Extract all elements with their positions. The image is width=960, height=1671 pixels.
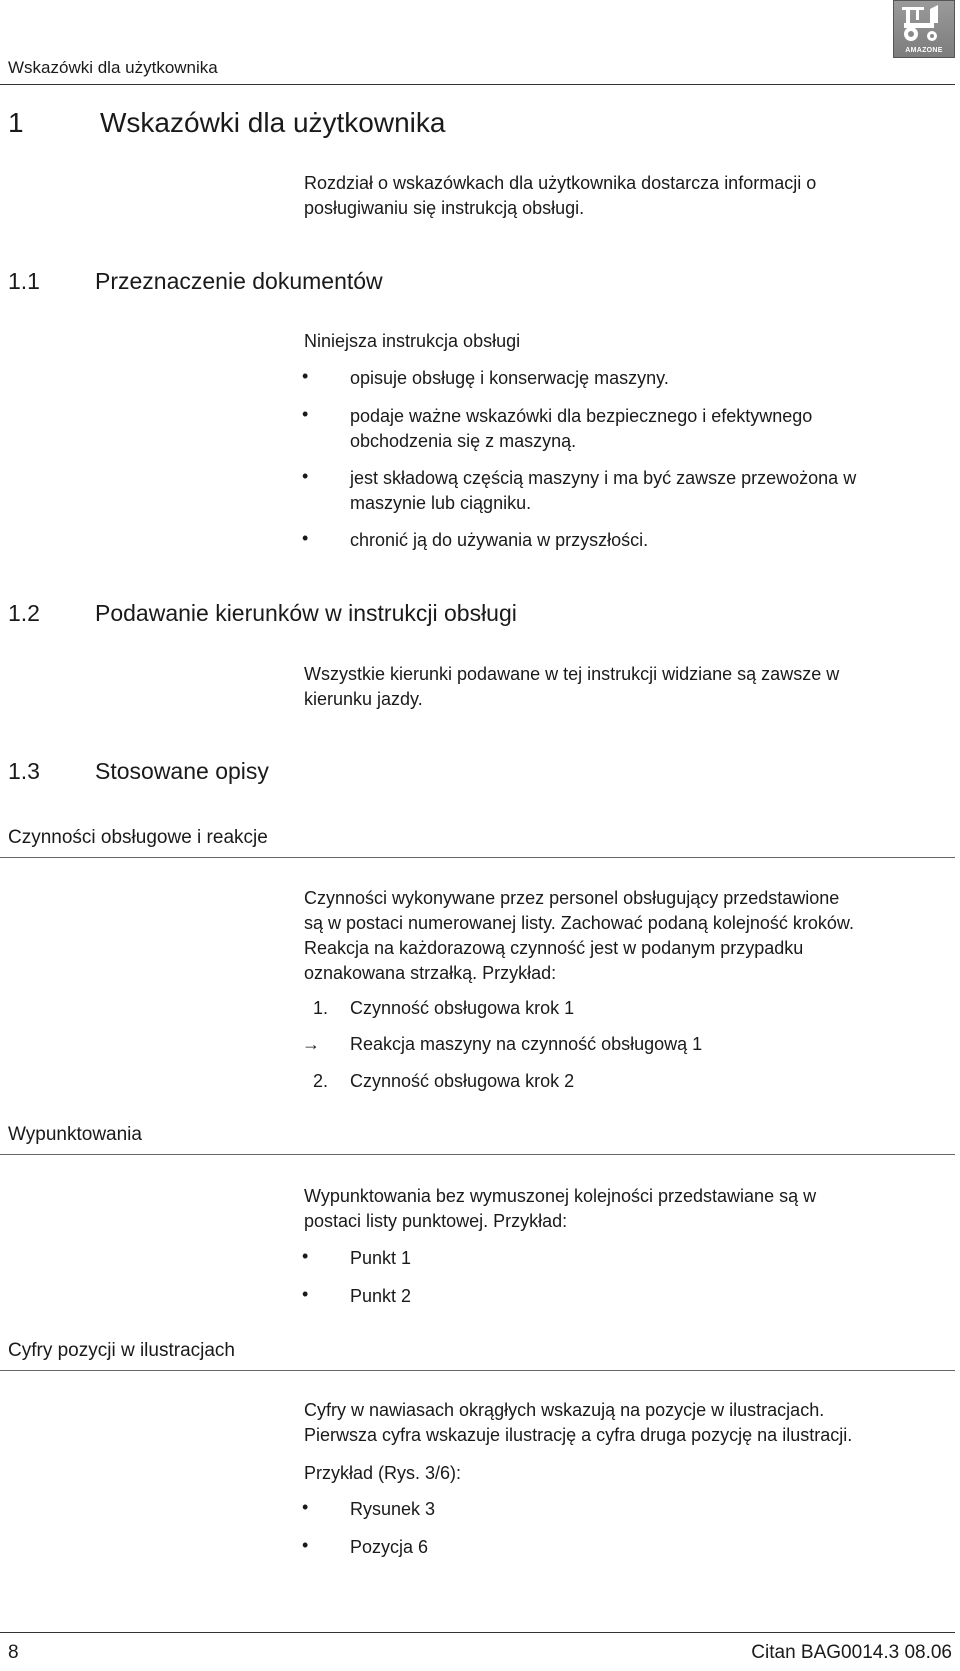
- subheading: Czynności obsługowe i reakcje: [8, 827, 268, 848]
- bullet-icon: •: [302, 466, 309, 486]
- list-item: Rysunek 3: [350, 1499, 436, 1519]
- document-reference: Citan BAG0014.3 08.06: [751, 1642, 952, 1663]
- step-text: Czynność obsługowa krok 2: [350, 1071, 575, 1091]
- running-header: Wskazówki dla użytkownika: [8, 58, 218, 77]
- section-title: Podawanie kierunków w instrukcji obsługi: [95, 600, 517, 626]
- section-lead: Niniejsza instrukcja obsługi: [304, 331, 521, 351]
- list-item: opisuje obsługę i konserwację maszyny.: [350, 368, 669, 388]
- paragraph-line: oznakowana strzałką. Przykład:: [304, 963, 557, 983]
- paragraph-line: postaci listy punktowej. Przykład:: [304, 1211, 568, 1231]
- tractor-icon: [894, 1, 954, 47]
- paragraph-line: Reakcja na każdorazową czynność jest w podanym przypadku: [304, 938, 804, 958]
- chapter-title: Wskazówki dla użytkownika: [100, 107, 446, 138]
- arrow-right-icon: →: [302, 1034, 320, 1054]
- chapter-intro-line: Rozdział o wskazówkach dla użytkownika dostarcza informacji o: [304, 173, 817, 193]
- list-item: Punkt 1: [350, 1248, 412, 1268]
- amazone-logo: [893, 0, 955, 58]
- section-number: 1.1: [8, 268, 40, 294]
- example-label: Przykład (Rys. 3/6):: [304, 1463, 462, 1483]
- chapter-number: 1: [8, 107, 24, 138]
- paragraph-line: kierunku jazdy.: [304, 689, 423, 709]
- subheading: Cyfry pozycji w ilustracjach: [8, 1340, 235, 1361]
- list-item-continuation: maszynie lub ciągniku.: [350, 493, 532, 513]
- paragraph-line: Wypunktowania bez wymuszonej kolejności przedstawiane są w: [304, 1186, 817, 1206]
- bullet-icon: •: [302, 1246, 309, 1266]
- subheading-rule: [0, 1154, 955, 1155]
- paragraph-line: Cyfry w nawiasach okrągłych wskazują na pozycje w ilustracjach.: [304, 1400, 825, 1420]
- step-text: Czynność obsługowa krok 1: [350, 998, 575, 1018]
- subheading-rule: [0, 857, 955, 858]
- list-item: podaje ważne wskazówki dla bezpiecznego i efektywnego: [350, 406, 813, 426]
- bullet-icon: •: [302, 366, 309, 386]
- bullet-icon: •: [302, 1497, 309, 1517]
- paragraph-line: Czynności wykonywane przez personel obsługujący przedstawione: [304, 888, 840, 908]
- page-number: 8: [8, 1642, 19, 1663]
- list-item: jest składową częścią maszyny i ma być zawsze przewożona w: [350, 468, 857, 488]
- reaction-text: Reakcja maszyny na czynność obsługową 1: [350, 1034, 703, 1054]
- list-item: Pozycja 6: [350, 1537, 429, 1557]
- bullet-icon: •: [302, 1284, 309, 1304]
- footer-rule: [0, 1632, 955, 1633]
- section-number: 1.3: [8, 758, 40, 784]
- paragraph-line: są w postaci numerowanej listy. Zachować podaną kolejność kroków.: [304, 913, 854, 933]
- step-number: 1.: [313, 998, 329, 1018]
- section-title: Przeznaczenie dokumentów: [95, 268, 383, 294]
- bullet-icon: •: [302, 404, 309, 424]
- section-number: 1.2: [8, 600, 40, 626]
- chapter-intro-line: posługiwaniu się instrukcją obsługi.: [304, 198, 585, 218]
- logo-wordmark: AMAZONE: [905, 47, 943, 54]
- subheading-rule: [0, 1370, 955, 1371]
- bullet-icon: •: [302, 528, 309, 548]
- step-number: 2.: [313, 1071, 329, 1091]
- list-item-continuation: obchodzenia się z maszyną.: [350, 431, 577, 451]
- list-item: chronić ją do używania w przyszłości.: [350, 530, 649, 550]
- section-title: Stosowane opisy: [95, 758, 269, 784]
- paragraph-line: Pierwsza cyfra wskazuje ilustrację a cyfra druga pozycję na ilustracji.: [304, 1425, 853, 1445]
- header-rule: [0, 84, 955, 85]
- subheading: Wypunktowania: [8, 1124, 142, 1145]
- list-item: Punkt 2: [350, 1286, 412, 1306]
- paragraph-line: Wszystkie kierunki podawane w tej instrukcji widziane są zawsze w: [304, 664, 840, 684]
- bullet-icon: •: [302, 1535, 309, 1555]
